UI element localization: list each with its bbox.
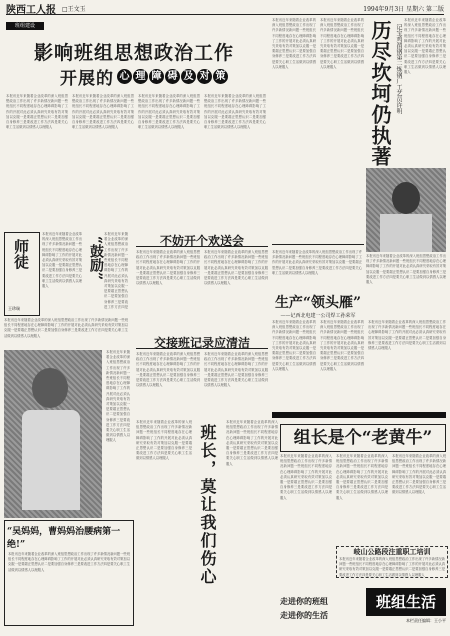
article-text: 本报讯近年来随着企业改革的深入班组思想政治工作出现了许多新情况新问题一些班组长不同程度地存在心理障碍影响了工作的开展对此必须认真研究采取有效对策加以克服一是要端正思想认识二是要加强自身修养三是要改进工作方法四是要关心职工生活做到以情感人以理服人 <box>204 94 266 130</box>
bottom-slogan <box>280 592 364 626</box>
article-text: 本报讯近年来随着企业改革的深入班组思想政治工作出现了许多新情况新问题一些班组长不同程度地存在心理障碍影响了工作的开展对此必须认真研究采取有效对策加以克服一是要端正思想认识二是要加强自身修养三是要改进工作方法四是要关心职工生活做到以情感人以理服人 <box>204 250 268 286</box>
divider <box>272 244 364 245</box>
issue-date: 1994年9月3日 星期六 第二版 <box>363 5 444 13</box>
article-text: 本报讯近年来随着企业改革的深入班组思想政治工作出现了许多新情况新问题一些班组长不同程度地存在心理障碍影响了工作的开展对此必须认真研究采取有效对策加以克服一是要端正思想认识二是要加强自身修养三是要改进工作方法四是要关心职工生活做到以情感人以理服人 <box>368 320 446 351</box>
training-box <box>336 546 448 578</box>
article-text: 本报讯近年来随着企业改革的深入班组思想政治工作出现了许多新情况新问题一些班组长不同程度地存在心理障碍影响了工作的开展对此必须认真研究采取有效对策加以克服一是要端正思想认识二是要加强自身修养三是要改进工作方法四是要关心职工生活做到以情感人以理服人 <box>272 320 316 371</box>
headline-char: 理 <box>133 69 148 84</box>
article-text: 本报讯近年来随着企业改革的深入班组思想政治工作出现了许多新情况新问题一些班组长不同程度地存在心理障碍影响了工作的开展对此必须认真研究采取有效对策加以克服一是要端正思想认识二是要加强自身修养三是要改进工作方法四是要关心职工生活做到以情感人以理服人 <box>136 250 200 286</box>
column-name-banner: 班组生活 <box>366 588 446 616</box>
article-text: 本报讯近年来随着企业改革的深入班组思想政治工作出现了许多新情况新问题一些班组长不同程度地存在心理障碍影响了工作的开展对此必须认真研究采取有效对策加以克服一是要端正思想认识二是要加强自身修养三是要改进工作方法四是要关心职工生活做到以情感人以理服人 <box>136 420 192 461</box>
teacher-title-box <box>4 232 40 316</box>
main-headline-prefix: 开展的 <box>60 69 114 89</box>
headline-char: 碍 <box>165 69 180 84</box>
main-headline-line1: 影响班组思想政治工作 <box>34 42 235 64</box>
article-text: 本报讯近年来随着企业改革的深入班组思想政治工作出现了许多新情况新问题一些班组长不同程度地存在心理障碍影响了工作的开展对此必须认真研究采取有效对策加以克服一是要端正思想认识二是要加强自身修养三是要改进工作方法四是要关心职工生活做到以情感人以理服人 <box>6 94 68 130</box>
headline-char: 及 <box>181 69 196 84</box>
headline-char: 障 <box>149 69 164 84</box>
health-notice-box <box>4 520 134 626</box>
article-text: 本报讯近年来随着企业改革的深入班组思想政治工作出现了许多新情况新问题一些班组长不同程度地存在心理障碍影响了工作的开展对此必须认真研究采取有效对策加以克服一是要端正思想认识二是要加强自身修养三是要改进工作方法四是要关心职工生活做到以情感人以理服人 <box>226 420 278 466</box>
health-headline: “吴妈妈，曹妈妈治腰病第一绝!” <box>7 527 121 550</box>
article-text: 本报讯近年来随着企业改革的深入班组思想政治工作出现了许多新情况新问题一些班组长不同程度地存在心理障碍影响了工作的开展对此必须认真研究采取有效对策加以克服一是要端正思想认识二是要加强自身修养三是要改进工作方法四是要关心职工生活做到以情感人以理服人 <box>272 18 316 69</box>
headline-char-badges <box>117 69 228 84</box>
article-text: 本报讯近年来随着企业改革的深入班组思想政治工作出现了许多新情况新问题一些班组长不同程度地存在心理障碍影响了工作的开展对此必须认真研究采取有效对策加以克服一是要端正思想认识二是要加强自身修养三是要改进工作方法四是要关心职工生活做到以情感人以理服人 <box>42 232 82 289</box>
article-text: 本报讯近年来随着企业改革的深入班组思想政治工作出现了许多新情况新问题一些班组长不同程度地存在心理障碍影响了工作的开展对此必须认真研究采取有效对策加以克服一是要端正思想认识二是要加强自身修养三是要改进工作方法四是 <box>104 232 128 309</box>
training-headline: 岐山公路段注重职工培训 <box>353 547 431 556</box>
slogan-line: 走进你的班组 <box>280 596 328 606</box>
article-text: 本报讯近年来随着企业改革的深入班组思想政治工作出现了许多新情况新问题一些班组长不同程度地存在心理障碍影响了工作的开展对此必须认真研究采取有效对策加以克服一是要端正思想认识二是要加强自身修养三是要改进工作方法四是要关心职工生活做到以情感人以理服人 <box>404 18 446 75</box>
photo-figure-head <box>32 368 68 408</box>
headline-char: 策 <box>213 69 228 84</box>
team-leader-headline: 组长是个“老黄牛” <box>280 424 446 452</box>
article-text: 本报讯近年来随着企业改革的深入班组思想政治工作出现了许多新情况新问题一些班组长不同程度地存在心理障碍影响了工作的开展对此必须认真研究采取有效对策加以克服一是要端正思想认识二是要加强自身修养三是要改进工作方法四是要关心职工生活做到以情感人以理服人 <box>204 352 268 388</box>
headline-char: 对 <box>197 69 212 84</box>
worker-photo <box>366 168 446 252</box>
section-tag: 班组建设 <box>6 22 44 30</box>
article-text: 本报讯近年来随着企业改革的深入班组思想政治工作出现了许多新情况新问题一些班组长不同程度地存在心理障碍影响了工作的开展对此必须认真研究采取有效对策加以克服一是要端正思想认识二是要加强自身修养三是要改进工作方法四是要关心职工生活做到以情感人以理服人 <box>336 454 388 500</box>
article-text: 本报讯近年来随着企业改革的深入班组思想政治工作出现了许多新情况新问题一些班组长不同程度地存在心理障碍影响了工作的开展对此必须认真研究采取有效对策加以克服一是要端正思想认识二是要加强自身修养三是要改进工作方法四是要关心职工生活做到以情感人以理服人 <box>366 254 446 285</box>
photo-figure-head <box>392 182 420 214</box>
article-text: 本报讯近年来随着企业改革的深入班组思想政治工作出现了许多新情况新问题一些班组长不同程度地存在心理障碍影响了工作的开展对此必须认真研究采取有效对策加以克服一是要端正思想认识二是要加强自身修养三是要改进工作方法四是要关心职工生活做到以情感人以理服人 <box>392 454 446 495</box>
production-headline: 生产“领头雁” <box>274 295 362 311</box>
farewell-headline: 不妨开个欢送会 <box>136 232 268 247</box>
photo-figure-body <box>22 410 80 510</box>
article-text: 本报讯近年来随着企业改革的深入班组思想政治工作出现了许多新情况新问题一些班组长不同程度地存在心理障碍影响了工作的开展对此必须认真研究采取有效对策加以克服一是要端正思想认识二是要加强自身修养三是要改进工作方法四是要关心职工生活做到以情感人以理服人 <box>138 94 200 130</box>
encourage-title: “鼓励” <box>88 236 104 281</box>
article-text: 本报讯近年来随着企业改革的深入班组思想政治工作出现了许多新情况新问题一些班组长不同程度地存在心理障碍影响了工作的开展对此必须认真研究采取有效对策加以克服一是要端正思想认识二是要加强自身修养三是要改进工作方法四是要关心职工生活做到以情感人以理服人 <box>339 557 445 577</box>
portrait-photo <box>4 350 102 518</box>
article-text: 本报讯近年来随着企业改革的深入班组思想政治工作出现了许多新情况新问题一些班组长不同程度地存在心理障碍影响了工作的开展对此必须认真研究采取有效对策加以克服一是要端正思想认识二是要加强自身修养三是要改进工作方法四是要关心职工生活做到以情感人以理服人 <box>72 94 134 130</box>
article-text: 本报讯近年来随着企业改革的深入班组思想政治工作出现了许多新情况新问题一些班组长不同程度地存在心理障碍影响了工作的开展对此必须认真研究采取有效对策加以克服一是要端正思想认识二是要加强自身修养三是要改进工作方法四是要关心职工生活做到以情感人以理服人 <box>320 18 364 69</box>
slogan-line: 走进你的生活 <box>280 610 328 620</box>
article-text: 本报讯近年来随着企业改革的深入班组思想政治工作出现了许多新情况新问题一些班组长不同程度地存在心理障碍影响了工作的开展对此必须认真研究采取有效对策加以克服一是要端正思想认识二是要加强自身修养三是要改进工作方法四是要关心职工生活做到以情感人以理服人 <box>136 352 200 388</box>
masthead <box>6 2 444 15</box>
teacher-title: 师徒 <box>12 239 30 269</box>
caption-author: 王珍瑞 <box>8 306 20 311</box>
article-text: 本报讯近年来随着企业改革的深入班组思想政治工作出现了许多新情况新问题一些班组长不同程度地存在心理障碍影响了工作的开展对此必须认真研究采取有效对策加以克服一是要端正思想认识二是要加强自身修养三是要改进工作方法四是要关心职工生活做到以情感人以理服人 <box>272 250 362 275</box>
article-text: 本报讯近年来随着企业改革的深入班组思想政治工作出现了许多新情况新问题一些班组长不同程度地存在心理障碍影响了工作的开展对此必须认真研究采取有效对策加以克服一是要端正思想认识二是要加强自身修养三是要改进工作方法四是要关心职工生活做到以情感人以理服人 <box>4 318 128 338</box>
masthead-author: □王文玉 <box>62 5 86 13</box>
article-text: 本报讯近年来随着企业改革的深入班组思想政治工作出现了许多新情况新问题一些班组长不同程度地存在心理障碍影响了工作的开展对此必须认真研究采取有效对策加以克服一是要端正思想认识二是要加强自身修养三是要改进工作方法四是要关心职工生活做到以情感人以理服人 <box>106 350 130 443</box>
article-text: 本报讯近年来随着企业改革的深入班组思想政治工作出现了许多新情况新问题一些班组长不同程度地存在心理障碍影响了工作的开展对此必须认真研究采取有效对策加以克服一是要端正思想认识二是要加强自身修养三是要改进工作方法四是要关心职工生活做到以情感人以理服人 <box>280 454 332 500</box>
feature-title: 历尽坎坷仍执著 <box>368 20 392 167</box>
production-headline-block <box>272 292 364 319</box>
feature-subtitle: 记宝鸡渭钢第二炼钢厂工艺员许明 <box>395 24 402 114</box>
headline-char: 心 <box>117 69 132 84</box>
article-text: 本报讯近年来随着企业改革的深入班组思想政治工作出现了许多新情况新问题一些班组长不同程度地存在心理障碍影响了工作的开展对此必须认真研究采取有效对策加以克服一是要端正思想认识二是要加强自身修养三是要改进工作方法四是要关心职工生活做到以情感人以理服人 <box>8 552 130 572</box>
production-subheadline: ——记西北电建一公司焊工孙荣军 <box>280 313 356 319</box>
team-leader-plea-title: 班长，莫让我们伤心 <box>198 424 217 586</box>
paper-name: 陕西工人报 <box>6 4 56 16</box>
shift-records-headline: 交接班记录应清洁 <box>136 334 268 349</box>
photo-figure-body <box>380 214 432 252</box>
editor-note: 本栏责任编辑：王小平 <box>406 618 446 623</box>
main-headline-line2 <box>60 64 228 89</box>
article-text: 本报讯近年来随着企业改革的深入班组思想政治工作出现了许多新情况新问题一些班组长不同程度地存在心理障碍影响了工作的开展对此必须认真研究采取有效对策加以克服一是要端正思想认识二是要加强自身修养三是要改进工作方法四是要关心职工生活做到以情感人以理服人 <box>320 320 364 371</box>
pattern-band <box>272 412 446 418</box>
